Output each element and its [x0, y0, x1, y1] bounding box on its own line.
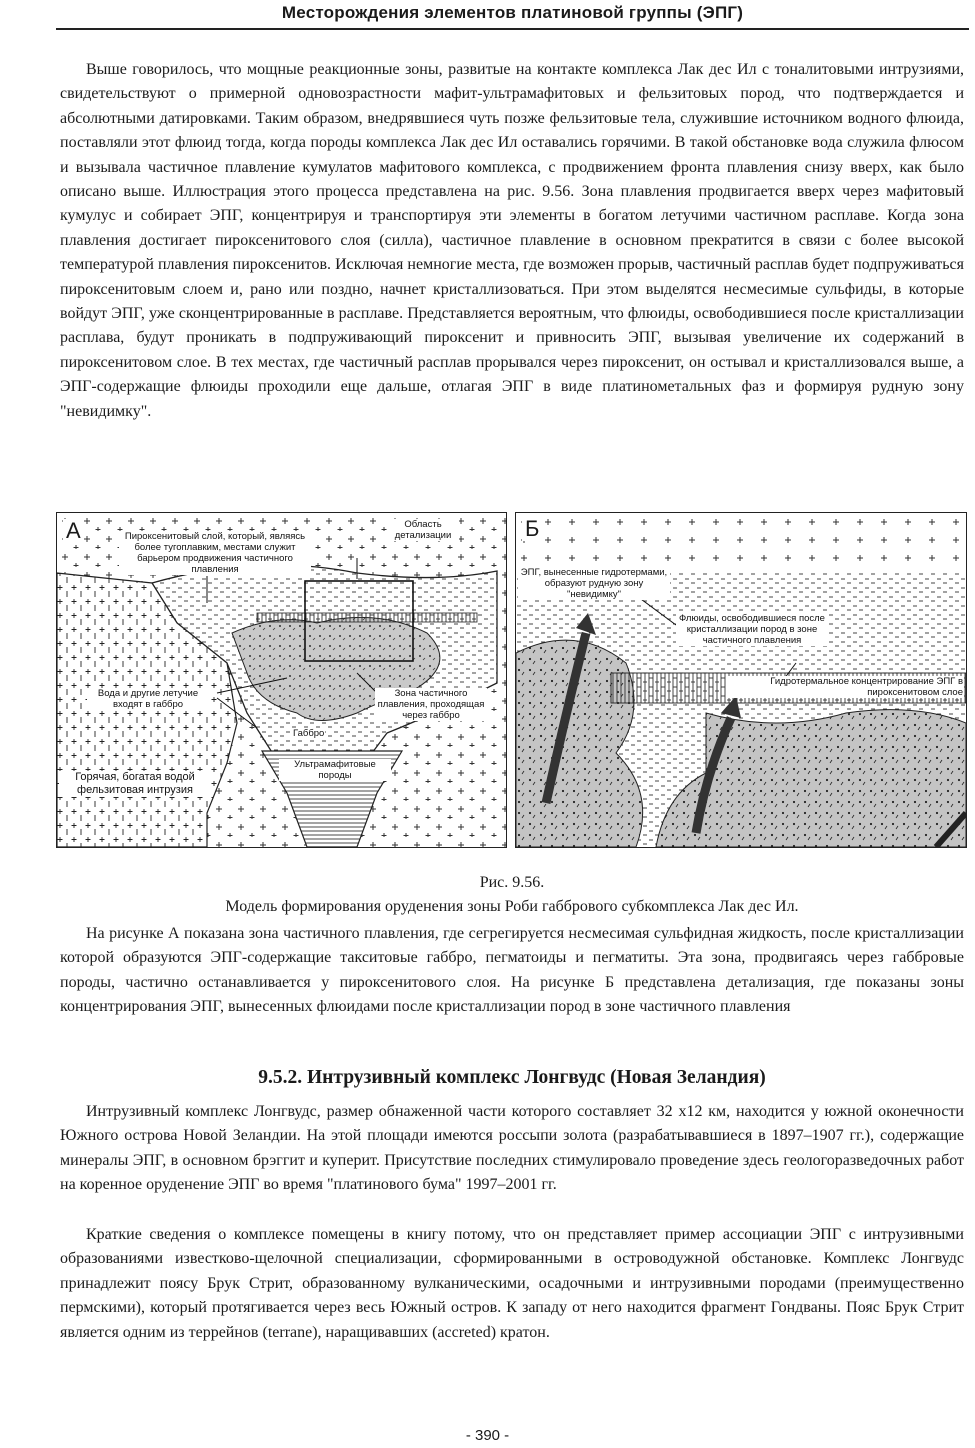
figure-panel-b — [515, 512, 967, 848]
label-hydrothermal-concentration: Гидротермальное концентрирование ЭПГ в пироксенитовом слое — [726, 676, 964, 698]
panel-b-letter: Б — [522, 517, 542, 541]
paragraph-figure-description: На рисунке А показана зона частичного плавления, где сегрегируется несмесимая сульфидная жидкость, после кристаллизации которой образуются ЭПГ-содержащие такситовые габбро, пегматоиды и пегматиты. Эта зона, продвигаясь через габбровые породы, частично останавливается у пироксенитового слоя. На рисунке Б представлена детализация, где показаны зоны концентрирования ЭПГ, вынесенных флюидами после кристаллизации пород в зоне частичного плавления — [60, 925, 964, 1016]
figure-caption-title: Модель формирования оруденения зоны Роби габбрового субкомплекса Лак дес Ил. — [225, 898, 799, 915]
label-gabbro: Габбро — [293, 728, 325, 739]
section-title: 9.5.2. Интрузивный комплекс Лонгвудс (Новая Зеландия) — [258, 1067, 766, 1088]
figure-panel-a — [56, 512, 507, 848]
panel-a-letter: А — [63, 519, 84, 543]
paragraph-3: Интрузивный комплекс Лонгвудс, размер обнаженной части которого составляет 32 х12 км, находится у южной оконечности Южного острова Новой Зеландии. На этой площади имеются россыпи золота (разрабатывавшиеся в 1897–1907 гг.), содержащие минералы ЭПГ, в основном брэггит и куперит. Присутствие последних стимулировало проведение здесь геологоразведочных работ на коренное оруденение ЭПГ во время "платинового бума" 1997–2001 гг. — [60, 1103, 964, 1194]
running-header — [56, 0, 969, 30]
label-pyroxenite-layer: Пироксенитовый слой, который, являясь более тугоплавким, местами служит барьером продвижения частичного плавления — [119, 531, 311, 575]
label-melt-zone: Зона частичного плавления, проходящая через габбро — [375, 688, 487, 721]
label-felsic-intrusion: Горячая, богатая водой фельзитовая интрузия — [59, 771, 211, 797]
page-number: - 390 - — [465, 1427, 510, 1444]
label-fluids: Флюиды, освободившиеся после кристаллизации пород в зоне частичного плавления — [676, 613, 828, 646]
label-water-volatiles: Вода и другие летучие входят в габбро — [87, 688, 209, 710]
label-ultramafic: Ультрамафитовые породы — [279, 759, 391, 781]
label-epg-hydrothermal: ЭПГ, вынесенные гидротермами, образуют рудную зону "невидимку" — [518, 567, 670, 600]
figure-caption-number: Рис. 9.56. — [479, 874, 545, 891]
paragraph-1: Выше говорилось, что мощные реакционные зоны, развитые на контакте комплекса Лак дес Ил с тоналитовыми интрузиями, свидетельствуют о примерной одновозрастности мафит-ультрамафитовых и фельзитовых пород, что подтверждается и абсолютными датировками. Таким образом, внедрявшиеся чуть позже фельзитовые тела, служившие источником водного флюида, поставляли этот флюид тогда, когда породы комплекса Лак дес Ил оставались горячими. В такой обстановке вода служила флюсом и вызывала частичное плавление кумулатов мафитового комплекса, с продвижением фронта плавления снизу вверх, как было описано выше. Иллюстрация этого процесса представлена на рис. 9.56. Зона плавления продвигается вверх через мафитовый кумулус и собирает ЭПГ, концентрируя и транспортируя эти элементы в богатом летучими частичном расплаве. Когда зона плавления достигает пироксенитового слоя (силла), частичное плавление в основном прекратится в связи с более высокой температурой плавления пироксенитов. Исключая немногие места, где возможен прорыв, частичный расплав будет подпруживаться пироксенитовым слоем и, рано или поздно, начнет кристаллизоваться. При этом выделятся несмесимые сульфиды, в которые войдут ЭПГ, уже сконцентрированные в расплаве. Представляется вероятным, что флюиды, освободившиеся после кристаллизации расплава, будут проникать в подпруживающий пироксенит и привносить ЭПГ, вызывая увеличение их содержаний в пироксенитовом слое. В тех местах, где частичный расплав прорывался через пироксенит, он остывал и кристаллизовался выше, а ЭПГ-содержащие флюиды проходили еще дальше, отлагая ЭПГ в виде платинометальных фаз и формируя рудную зону "невидимку". — [60, 61, 964, 420]
label-detail-area: Область детализации — [387, 519, 459, 541]
running-header-title: Месторождения элементов платиновой группы (ЭПГ) — [281, 3, 744, 22]
paragraph-4: Краткие сведения о комплексе помещены в книгу потому, что он представляет пример ассоциации ЭПГ с интрузивными образованиями известково-щелочной специализации, сформированными в островодужной обстановке. Комплекс Лонгвудс принадлежит поясу Брук Стрит, образованному вулканическими, осадочными и интрузивными породами (преимущественно пермскими), который протягивается через весь Южный остров. К западу от него находится фрагмент Гондваны. Пояс Брук Стрит является одним из террейнов (terrane), наращивавших (accreted) кратон. — [60, 1226, 964, 1341]
figure-9-56 — [56, 512, 967, 846]
